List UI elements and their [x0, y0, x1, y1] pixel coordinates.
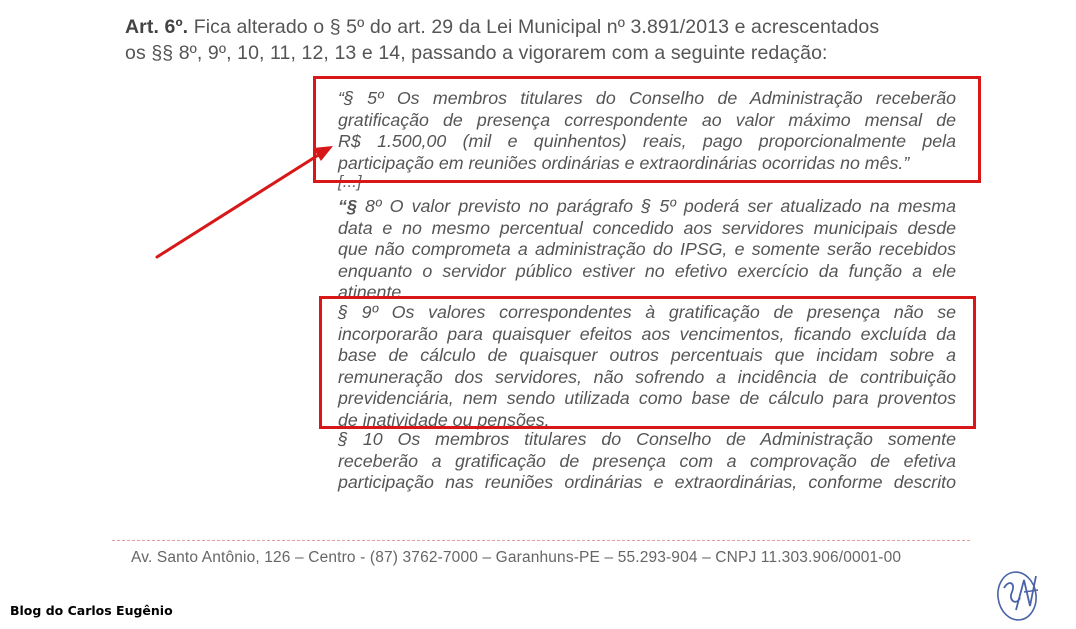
- paragraph-10-line: participação nas reuniões ordinárias e extraordinárias, conforme descrito: [338, 472, 956, 492]
- paragraph-5-line: R$ 1.500,00 (mil e quinhentos) reais, pago proporcionalmente pela: [338, 131, 956, 151]
- paragraph-9-line: de inatividade ou pensões.: [338, 409, 550, 430]
- paragraph-10: [338, 429, 956, 494]
- footer-divider: [112, 540, 970, 541]
- article-intro-text: Fica alterado o § 5º do art. 29 da Lei Municipal nº 3.891/2013 e acrescentados: [188, 16, 880, 38]
- highlight-box-paragraph-5: [313, 76, 981, 183]
- article-intro-line-1: [125, 14, 955, 40]
- paragraph-9-line: remuneração dos servidores, não sofrendo a incidência de contribuição: [338, 366, 956, 387]
- article-6-intro: [125, 14, 955, 66]
- paragraph-8-line: atinente.: [338, 282, 407, 302]
- highlight-box-paragraph-9: [319, 296, 976, 429]
- footer-address: Av. Santo Antônio, 126 – Centro - (87) 3762-7000 – Garanhuns-PE – 55.293-904 – CNPJ 11.303.906/0001-00: [131, 549, 902, 566]
- paragraph-10-line: receberão a gratificação de presença com a comprovação de efetiva: [338, 450, 956, 471]
- omission-ellipsis: [...]: [338, 172, 362, 191]
- paragraph-8-line-text: 8º O valor previsto no parágrafo § 5º poderá ser atualizado na mesma: [356, 196, 956, 216]
- paragraph-9-line: base de cálculo de quaisquer outros percentuais que incidam sobre a: [338, 345, 956, 365]
- paragraph-5-line: gratificação de presença correspondente ao valor máximo mensal de: [338, 109, 956, 130]
- paragraph-5-line: “§ 5º Os membros titulares do Conselho de Administração receberão: [338, 88, 956, 108]
- paragraph-8-line: data e no mesmo percentual concedido aos servidores municipais desde: [338, 217, 956, 238]
- paragraph-9-line: § 9º Os valores correspondentes à gratificação de presença não se: [338, 302, 956, 322]
- paragraph-9-line: previdenciária, nem sendo utilizada como base de cálculo para proventos: [338, 388, 956, 408]
- paragraph-10-line: § 10 Os membros titulares do Conselho de Administração somente: [338, 429, 956, 449]
- paragraph-8-mark: “§: [338, 196, 357, 216]
- article-intro-line-2: os §§ 8º, 9º, 10, 11, 12, 13 e 14, passando a vigorarem com a seguinte redação:: [125, 42, 828, 64]
- article-number: Art. 6º.: [125, 16, 189, 38]
- paragraph-9-line: incorporarão para quaisquer efeitos aos vencimentos, ficando excluída da: [338, 323, 956, 344]
- paragraph-5-line: participação em reuniões ordinárias e extraordinárias ocorridas no mês.”: [338, 152, 910, 173]
- paragraph-8-line: enquanto o servidor público estiver no efetivo exercício da função a ele: [338, 260, 956, 281]
- paragraph-8-line: [338, 196, 956, 218]
- paragraph-8: [338, 196, 956, 304]
- blog-watermark: Blog do Carlos Eugênio: [10, 603, 173, 618]
- paragraph-8-line: que não comprometa a administração do IPSG, e somente serão recebidos: [338, 239, 956, 259]
- arrow-shaft: [157, 154, 320, 257]
- signature-icon: [994, 562, 1050, 624]
